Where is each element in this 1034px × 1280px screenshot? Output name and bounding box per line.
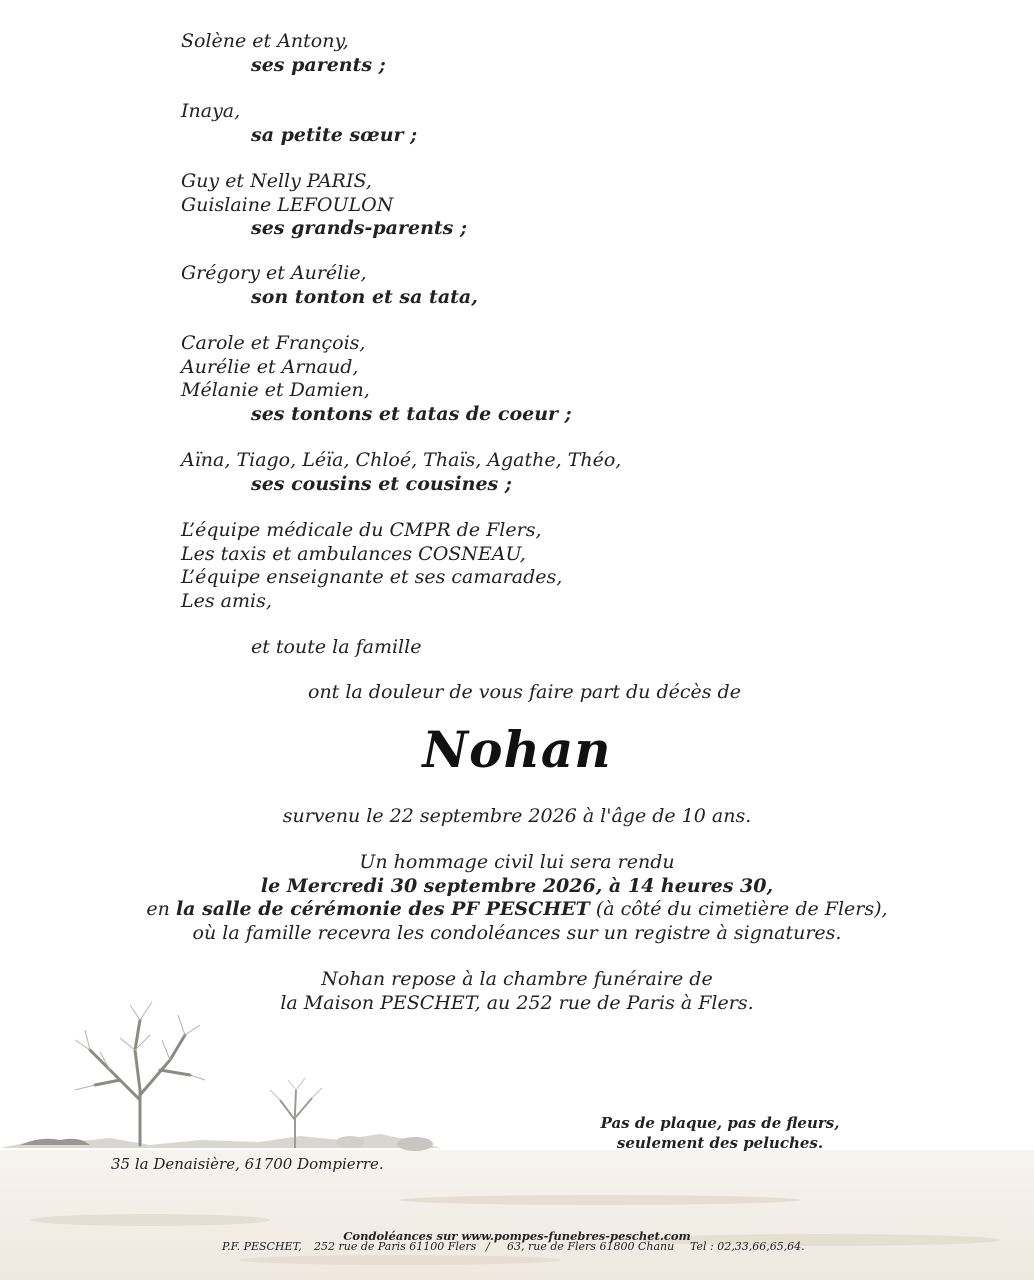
names-line: L’équipe médicale du CMPR de Flers, [181,519,542,541]
names-line: Les taxis et ambulances COSNEAU, [181,542,526,565]
names-line: Mélanie et Damien, [181,379,370,401]
repose-line-1: Nohan repose à la chambre funéraire de [321,968,713,990]
ceremony-location-note: (à côté du cimetière de Flers), [595,898,888,920]
ceremony-line-2: le Mercredi 30 septembre 2026, à 14 heures 30, [260,874,774,897]
family-address: 35 la Denaisière, 61700 Dompierre. [111,1155,384,1173]
footer-address-chanu: 63, rue de Flers 61800 Chanu [507,1240,675,1253]
family-group-sister [181,100,417,147]
names-line: L’équipe enseignante et ses camarades, [181,566,563,588]
names-line: Aïna, Tiago, Léïa, Chloé, Thaïs, Agathe, Théo, [181,449,622,471]
names-line: Solène et Antony, [181,30,349,52]
family-group-others [181,519,562,613]
repose-block [0,968,1034,1015]
family-line: et toute la famille [251,636,422,658]
family-group-grandparents [181,170,467,241]
wishes-block [600,1113,840,1153]
names-line: Grégory et Aurélie, [181,262,367,284]
ceremony-line-3 [0,898,1034,922]
role-line: ses cousins et cousines ; [251,472,512,495]
footer-separator: / [486,1240,490,1253]
role-line: sa petite sœur ; [251,123,418,146]
names-line: Guy et Nelly PARIS, [181,170,372,192]
role-line: son tonton et sa tata, [251,285,478,308]
family-group-cousins [181,449,621,496]
names-line: Inaya, [181,100,241,122]
repose-line-2: la Maison PESCHET, au 252 rue de Paris à Flers. [280,991,754,1014]
role-line: ses grands-parents ; [251,217,467,239]
names-line: Les amis, [181,589,272,612]
names-line: Guislaine LEFOULON [181,193,394,216]
names-line: Aurélie et Arnaud, [181,355,359,378]
family-group-uncle-aunt [181,262,478,309]
ceremony-venue: la salle de cérémonie des PF PESCHET [175,898,590,920]
wishes-line-2: seulement des peluches. [616,1134,824,1152]
footer-address-flers: 252 rue de Paris 61100 Flers [314,1240,477,1253]
ceremony-line-4: où la famille recevra les condoléances sur un registre à signatures. [192,921,842,944]
deceased-name: Nohan [422,720,612,779]
announce-line: ont la douleur de vous faire part du décès de [308,681,741,703]
death-line: survenu le 22 septembre 2026 à l'âge de 10 ans. [282,805,752,827]
ceremony-line-1: Un hommage civil lui sera rendu [359,851,675,873]
wishes-line-1: Pas de plaque, pas de fleurs, [600,1114,840,1132]
footer-company: P.F. PESCHET, [222,1240,302,1253]
ceremony-prefix: en [146,898,170,920]
family-group-heart-uncles [181,332,572,426]
role-line: ses parents ; [251,53,386,76]
role-line: ses tontons et tatas de coeur ; [251,402,572,425]
footer-phone: Tel : 02,33,66,65,64. [690,1240,805,1253]
family-group-parents [181,30,386,77]
names-line: Carole et François, [181,332,366,354]
condolences-line: Condoléances sur www.pompes-funebres-peschet.com [343,1229,691,1243]
ceremony-block [0,851,1034,945]
